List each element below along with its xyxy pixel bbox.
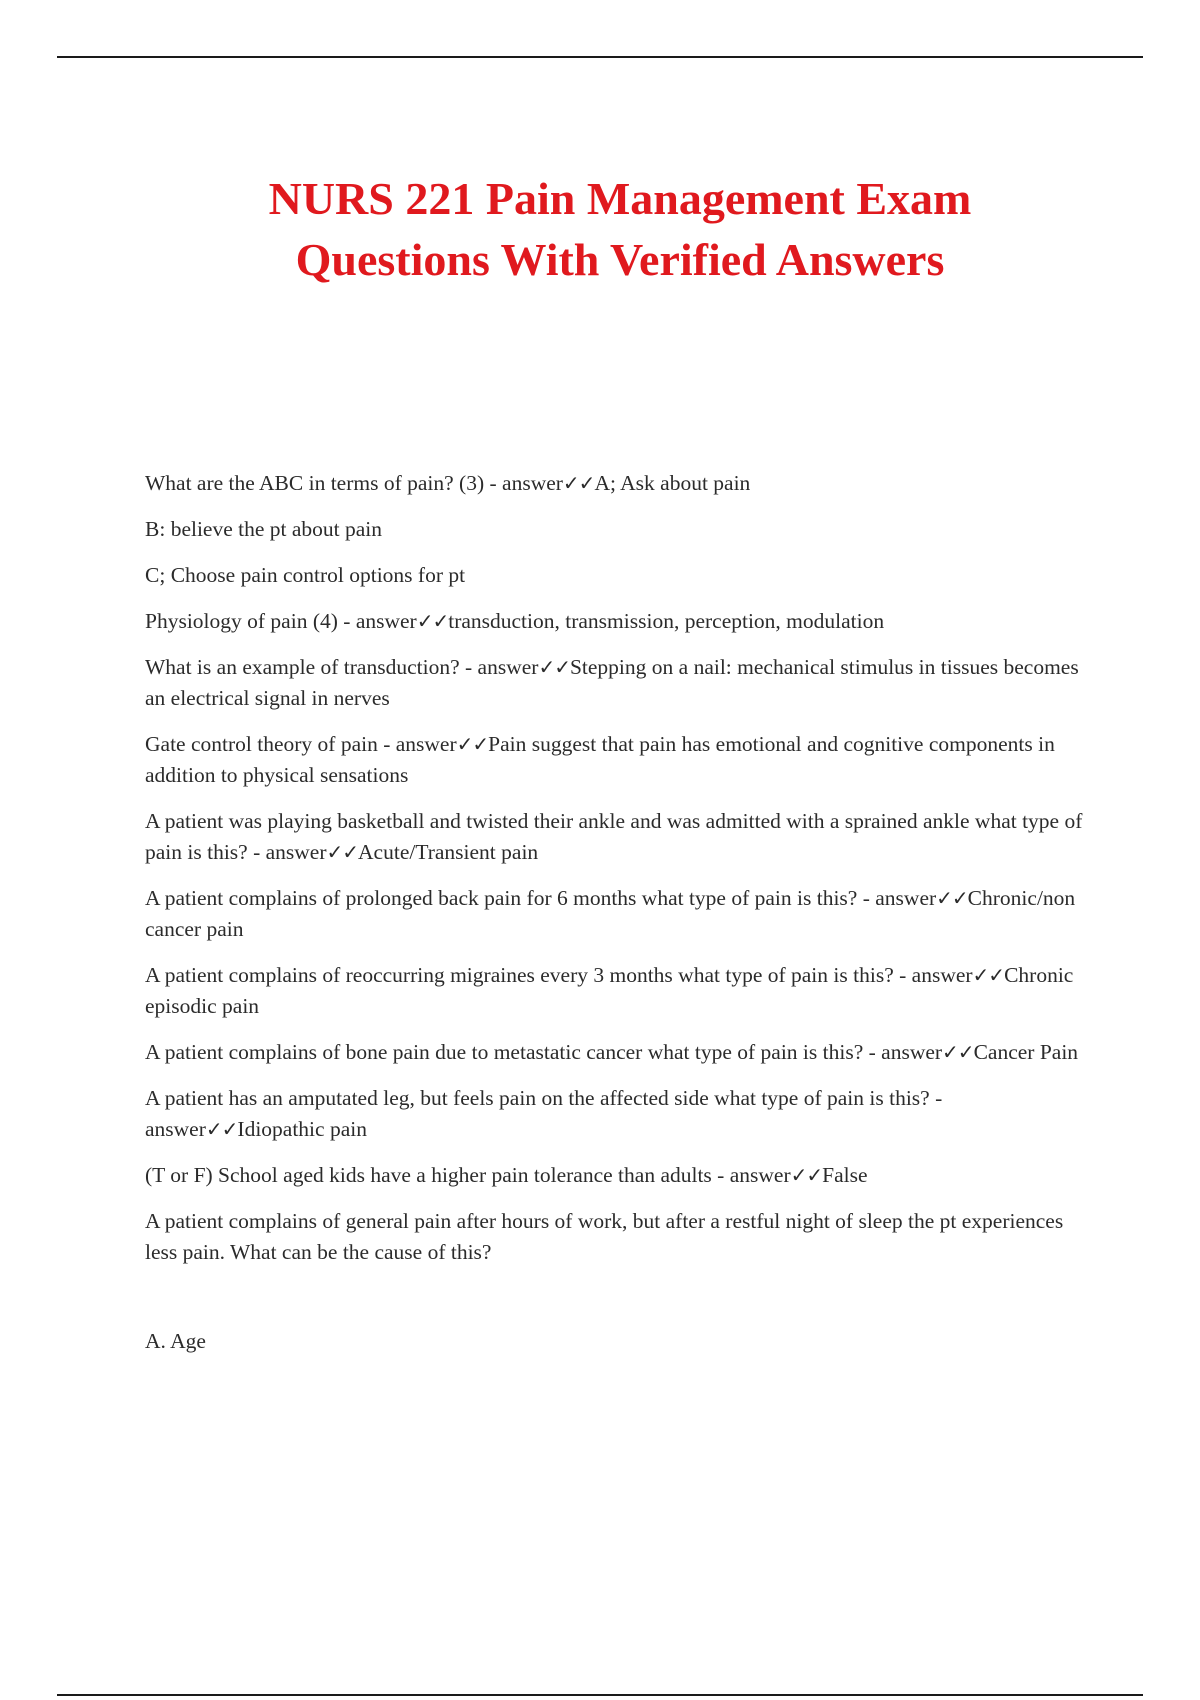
answer-text: transduction, transmission, perception, modulation — [448, 609, 885, 633]
answer-text: Pain suggest that pain has emotional and cognitive components in addition to physical sensations — [145, 732, 1055, 787]
question-text: What are the ABC in terms of pain? (3) - — [145, 471, 503, 495]
question-text: A patient was playing basketball and twisted their ankle and was admitted with a sprained ankle what type of pain is this? - — [145, 809, 1083, 864]
question-text: What is an example of transduction? - — [145, 655, 478, 679]
question-text-block: A patient complains of general pain after hours of work, but after a restful night of sleep the pt experiences less pain. What can be the cause of this? — [145, 1209, 1064, 1264]
text-line: B: believe the pt about pain — [145, 517, 383, 541]
question-text: A patient complains of reoccurring migraines every 3 months what type of pain is this? - — [145, 963, 912, 987]
answer-text: Stepping on a nail: mechanical stimulus in tissues becomes an electrical signal in nerves — [145, 655, 1079, 710]
check-mark-icon: ✓✓ — [538, 655, 570, 679]
title-line-2: Questions With Verified Answers — [295, 234, 945, 285]
answer-prefix: answer — [265, 840, 327, 864]
question-text: Gate control theory of pain - — [145, 732, 396, 756]
title-line-1: NURS 221 Pain Management Exam — [268, 173, 972, 224]
answer-prefix: answer — [502, 471, 563, 495]
answer-text: Chronic episodic pain — [145, 963, 1074, 1018]
qa-list — [145, 468, 1085, 1372]
check-mark-icon: ✓✓ — [942, 1040, 974, 1064]
answer-prefix: answer — [875, 886, 937, 910]
question-text: (T or F) School aged kids have a higher pain tolerance than adults - — [145, 1163, 730, 1187]
question-text: A patient has an amputated leg, but feels pain on the affected side what type of pain is this? - — [145, 1086, 943, 1110]
answer-prefix: answer — [145, 1117, 206, 1141]
answer-prefix: answer — [355, 609, 417, 633]
answer-text: Cancer Pain — [973, 1040, 1079, 1064]
check-mark-icon: ✓✓ — [205, 1117, 238, 1141]
question-text: A patient complains of bone pain due to metastatic cancer what type of pain is this? - — [145, 1040, 882, 1064]
answer-prefix: answer — [729, 1163, 791, 1187]
bottom-rule — [57, 1694, 1143, 1696]
qa-item — [145, 652, 1085, 714]
qa-item — [145, 1160, 1085, 1191]
check-mark-icon: ✓✓ — [936, 886, 968, 910]
answer-prefix: answer — [881, 1040, 943, 1064]
top-rule — [57, 56, 1143, 58]
answer-text: Idiopathic pain — [237, 1117, 367, 1141]
qa-item — [145, 883, 1085, 945]
answer-prefix: answer — [395, 732, 457, 756]
qa-item — [145, 1037, 1085, 1068]
question-text: Physiology of pain (4) - — [145, 609, 356, 633]
check-mark-icon: ✓✓ — [456, 732, 489, 756]
qa-item — [145, 606, 1085, 637]
answer-prefix: answer — [477, 655, 539, 679]
answer-prefix: answer — [911, 963, 973, 987]
check-mark-icon: ✓✓ — [562, 471, 595, 495]
qa-item — [145, 468, 1085, 499]
qa-item — [145, 806, 1085, 868]
check-mark-icon: ✓✓ — [790, 1163, 823, 1187]
choice-option: A. Age — [145, 1329, 206, 1353]
question-text: A patient complains of prolonged back pain for 6 months what type of pain is this? - — [145, 886, 876, 910]
page-title — [0, 168, 1200, 290]
check-mark-icon: ✓✓ — [972, 963, 1005, 987]
answer-text: Acute/Transient pain — [358, 840, 539, 864]
answer-text: False — [822, 1163, 868, 1187]
answer-text: A; Ask about pain — [594, 471, 751, 495]
qa-item — [145, 1083, 1085, 1145]
check-mark-icon: ✓✓ — [326, 840, 359, 864]
answer-text: Chronic/non cancer pain — [145, 886, 1076, 941]
qa-item — [145, 729, 1085, 791]
qa-item — [145, 960, 1085, 1022]
text-line: C; Choose pain control options for pt — [145, 563, 466, 587]
check-mark-icon: ✓✓ — [416, 609, 449, 633]
